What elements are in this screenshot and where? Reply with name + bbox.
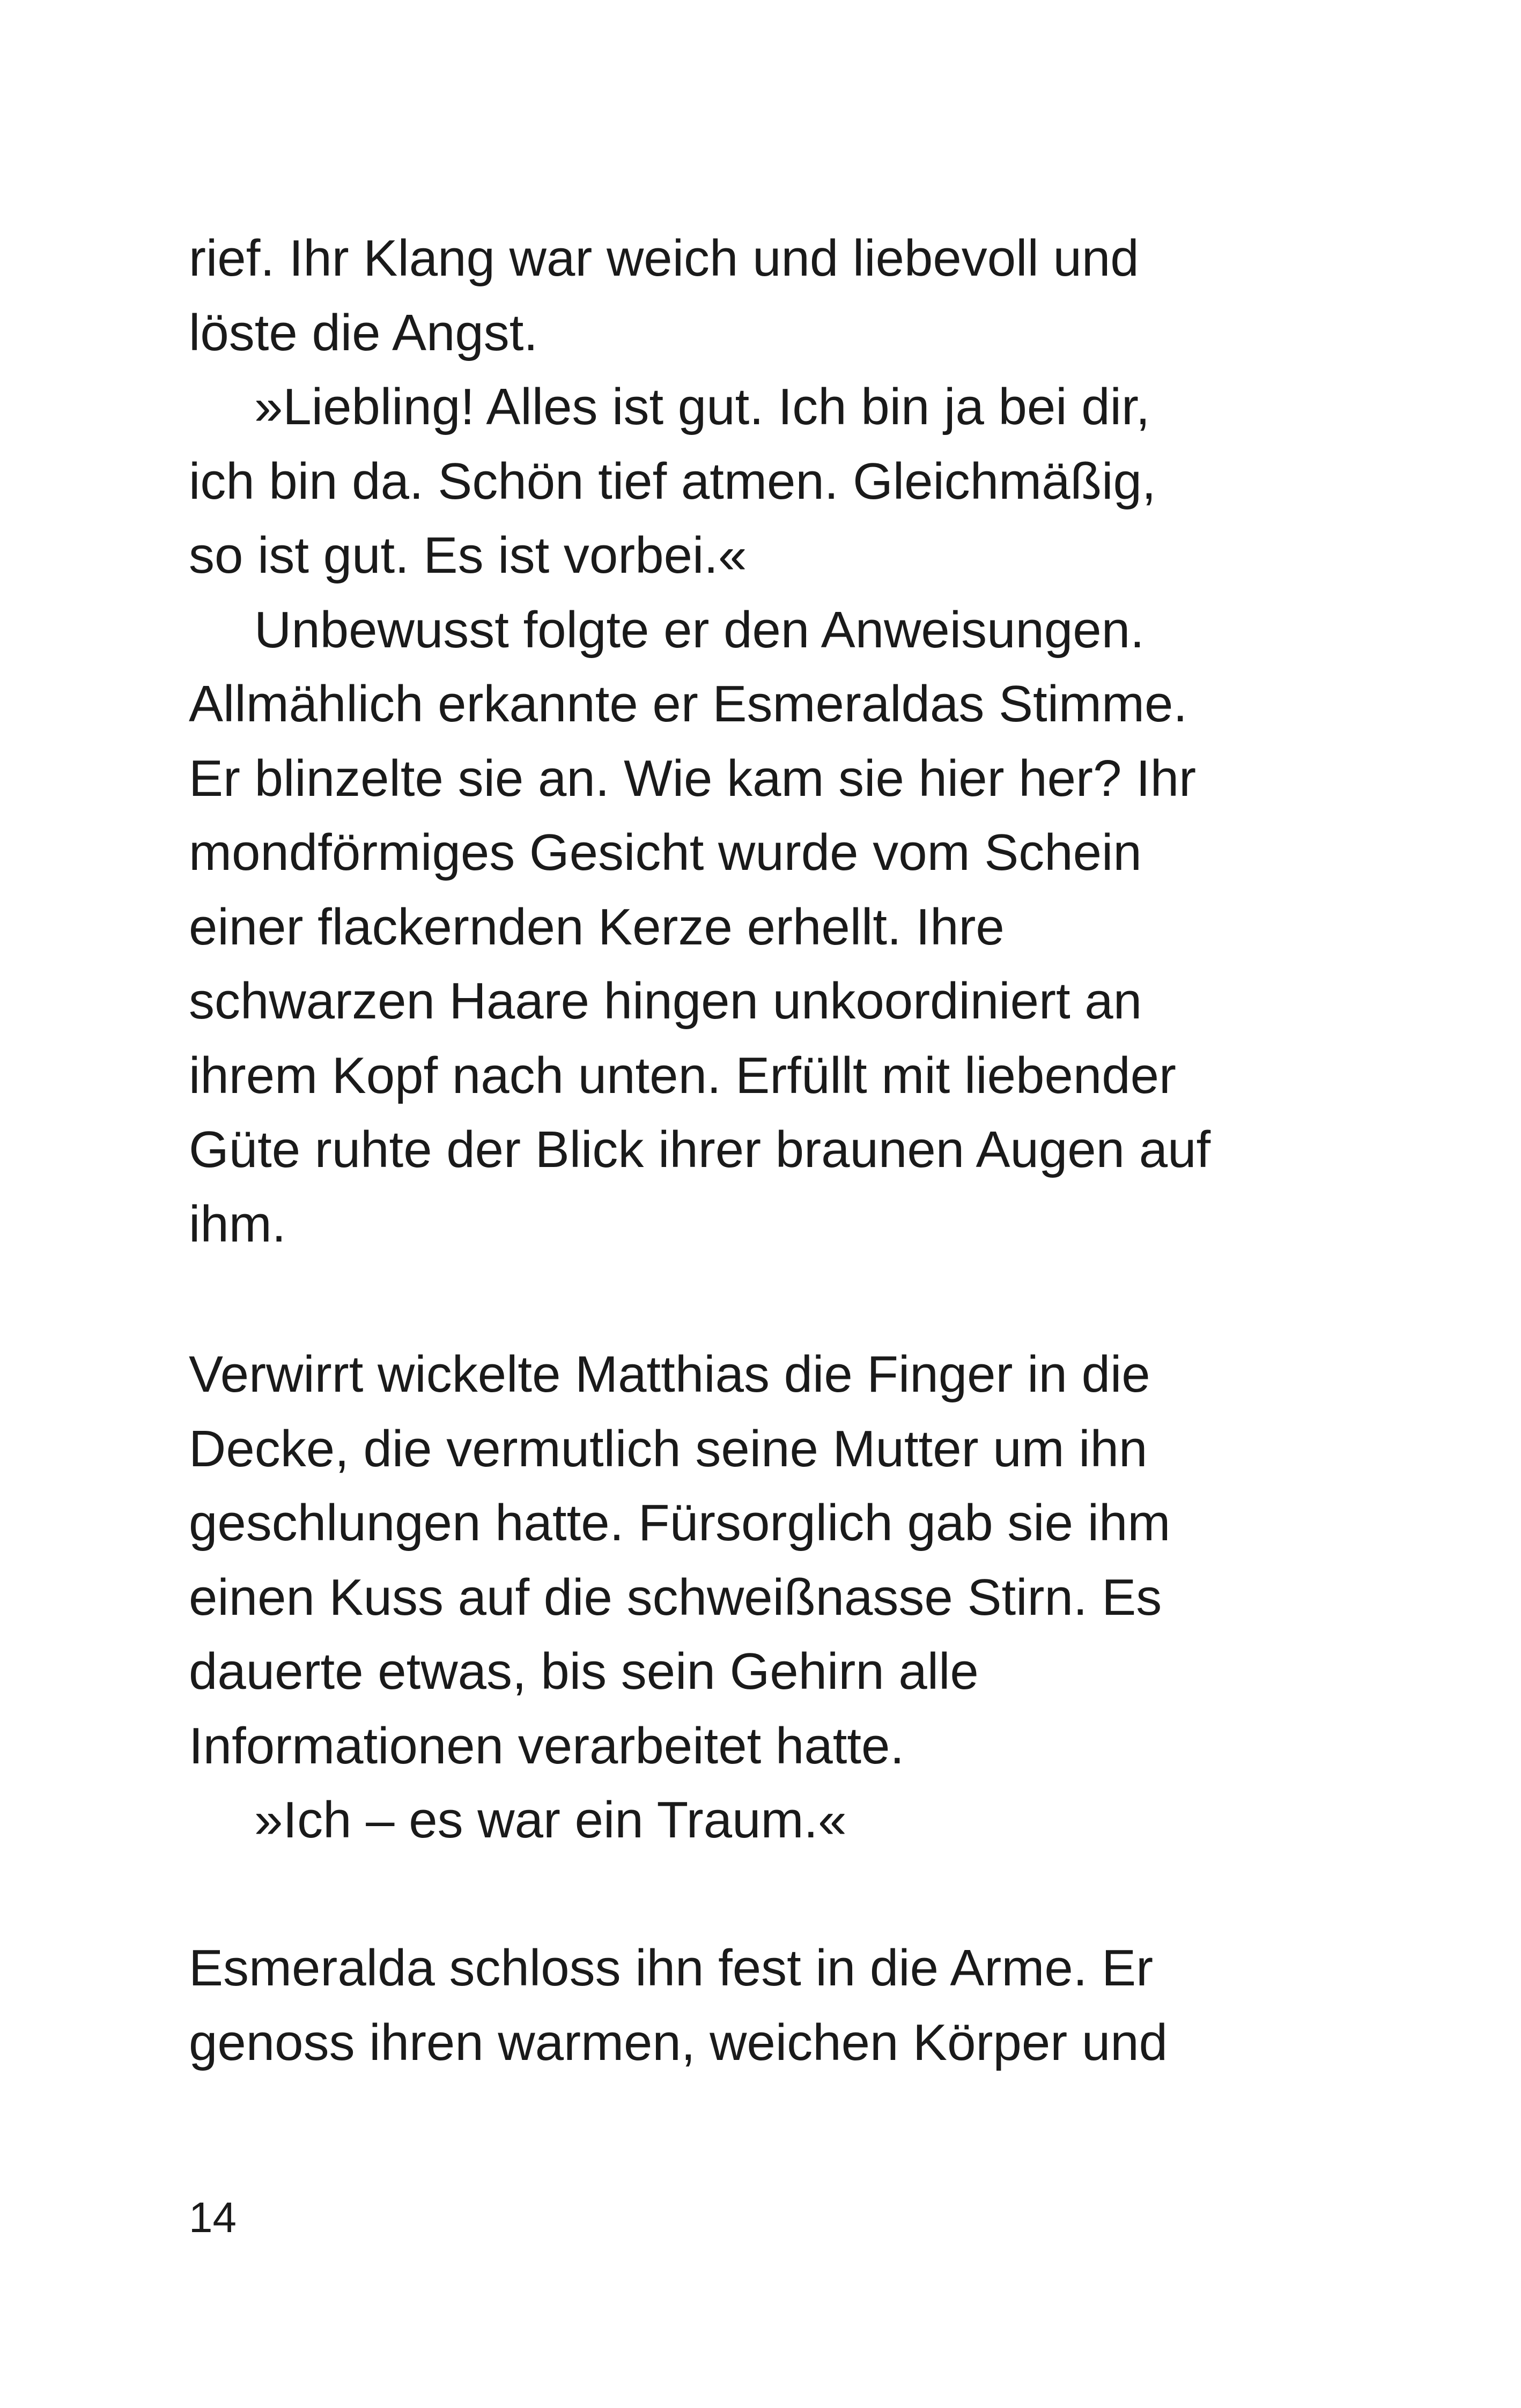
text-line: Güte ruhte der Blick ihrer braunen Augen auf (189, 1121, 1211, 1178)
text-line: genoss ihren warmen, weichen Körper und (189, 2013, 1168, 2071)
text-line: ihrem Kopf nach unten. Erfüllt mit liebender (189, 1046, 1176, 1104)
text-line: dauerte etwas, bis sein Gehirn alle (189, 1643, 979, 1700)
text-line: Decke, die vermutlich seine Mutter um ihn (189, 1420, 1148, 1478)
text-line: schwarzen Haare hingen unkoordiniert an (189, 972, 1142, 1030)
text-line: so ist gut. Es ist vorbei.« (189, 527, 747, 584)
text-line: »Liebling! Alles ist gut. Ich bin ja bei dir, (254, 378, 1150, 435)
text-line: ihm. (189, 1195, 286, 1253)
text-line: Unbewusst folgte er den Anweisungen. (254, 601, 1145, 659)
text-block-2 (189, 1338, 1487, 1858)
text-line: rief. Ihr Klang war weich und liebevoll und (189, 230, 1139, 287)
text-line: Er blinzelte sie an. Wie kam sie hier her? Ihr (189, 749, 1197, 807)
text-line: Allmählich erkannte er Esmeraldas Stimme. (189, 675, 1188, 733)
text-block-3 (189, 1931, 1487, 2080)
text-line: löste die Angst. (189, 304, 538, 361)
text-line: einer flackernden Kerze erhellt. Ihre (189, 898, 1005, 956)
text-line: ich bin da. Schön tief atmen. Gleichmäßig, (189, 452, 1156, 510)
text-line: Esmeralda schloss ihn fest in die Arme. Er (189, 1939, 1154, 1997)
text-line: Verwirrt wickelte Matthias die Finger in die (189, 1346, 1150, 1403)
text-block-1 (189, 221, 1487, 1261)
text-line: Informationen verarbeitet hatte. (189, 1717, 905, 1775)
text-line: mondförmiges Gesicht wurde vom Schein (189, 824, 1142, 881)
text-line: »Ich – es war ein Traum.« (254, 1791, 847, 1849)
text-line: geschlungen hatte. Fürsorglich gab sie ihm (189, 1494, 1171, 1552)
text-line: einen Kuss auf die schweißnasse Stirn. Es (189, 1568, 1162, 1626)
page-number: 14 (189, 2193, 237, 2241)
